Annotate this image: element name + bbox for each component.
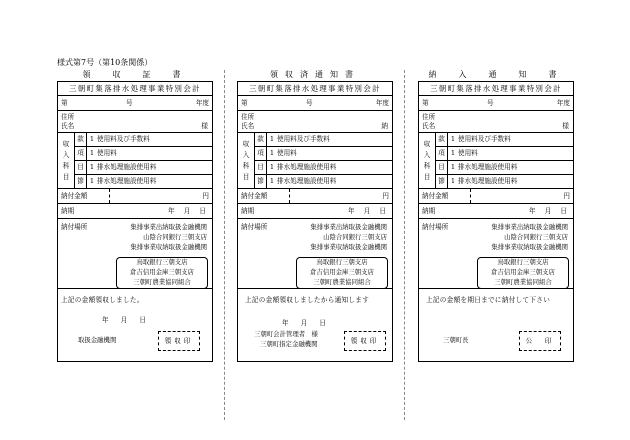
item-row: 項 1 使用料 bbox=[436, 147, 573, 161]
bank-line: 三朝町農業協同組合 bbox=[494, 278, 552, 286]
confirmation-row bbox=[419, 289, 573, 361]
place-line: 集排事業収納取扱金融機関 bbox=[310, 243, 387, 251]
place-line: 集排事業出納取扱金融機関 bbox=[130, 223, 207, 231]
revenue-items-label: 収 入 科 目 bbox=[238, 133, 255, 188]
item-row: 目 1 排水処理施設使用料 bbox=[436, 161, 573, 175]
bank-line: 倉吉信用金庫三朝支店 bbox=[310, 268, 374, 276]
amount-label: 納付金額 bbox=[61, 192, 88, 200]
no-label: 第 bbox=[422, 99, 429, 107]
bank-line: 倉吉信用金庫三朝支店 bbox=[130, 268, 194, 276]
receipt-form bbox=[57, 68, 213, 362]
payment-place-row bbox=[58, 219, 212, 289]
revenue-items bbox=[419, 133, 573, 189]
amount-label: 納付金額 bbox=[422, 192, 449, 200]
amount-row bbox=[58, 189, 212, 204]
payer-row bbox=[58, 111, 212, 133]
no-suffix: 号 bbox=[126, 99, 133, 107]
payment-place-row bbox=[419, 219, 573, 289]
honorific: 様 bbox=[562, 122, 569, 130]
place-line: 集排事業出納取扱金融機関 bbox=[310, 223, 387, 231]
place-line: 山陰合同銀行三朝支店 bbox=[504, 233, 568, 241]
due-label: 納期 bbox=[61, 207, 75, 215]
receipt-notice-form bbox=[237, 68, 393, 362]
payment-notice-form bbox=[418, 68, 574, 362]
form-box bbox=[237, 81, 393, 362]
number-row bbox=[58, 96, 212, 111]
bank-line: 鳥取銀行三朝支店 bbox=[316, 258, 368, 266]
place-line: 集排事業収納取扱金融機関 bbox=[491, 243, 568, 251]
due-row bbox=[419, 204, 573, 219]
due-date: 年 月 日 bbox=[348, 207, 386, 215]
stamp-box: 公 印 bbox=[519, 331, 561, 351]
honorific: 様 bbox=[201, 122, 208, 130]
collecting-banks-bracket bbox=[477, 257, 569, 289]
revenue-items bbox=[58, 133, 212, 189]
signer: 取扱金融機関 bbox=[78, 336, 117, 344]
confirmation-date: 年 月 日 bbox=[102, 316, 146, 324]
payer-row bbox=[238, 111, 392, 133]
due-row bbox=[58, 204, 212, 219]
bank-line: 鳥取銀行三朝支店 bbox=[136, 258, 188, 266]
amount-value: 円 bbox=[289, 189, 392, 203]
form-title: 領 収 証 書 bbox=[82, 70, 188, 79]
amount-value: 円 bbox=[109, 189, 212, 203]
revenue-items-grid bbox=[255, 133, 392, 188]
amount-row bbox=[419, 189, 573, 204]
form-box bbox=[57, 81, 213, 362]
item-row: 目 1 排水処理施設使用料 bbox=[75, 161, 212, 175]
account-header: 三朝町集落排水処理事業特別会計 bbox=[58, 82, 212, 96]
due-label: 納期 bbox=[422, 207, 436, 215]
due-label: 納期 bbox=[241, 207, 255, 215]
signer: 三朝町指定金融機関 bbox=[260, 340, 318, 348]
amount-value: 円 bbox=[470, 189, 573, 203]
payment-place-label: 納付場所 bbox=[241, 223, 268, 231]
name-label: 氏名 bbox=[61, 122, 75, 130]
account-header: 三朝町集落排水処理事業特別会計 bbox=[238, 82, 392, 96]
no-suffix: 号 bbox=[306, 99, 313, 107]
place-line: 山陰合同銀行三朝支店 bbox=[323, 233, 387, 241]
address-label: 住所 bbox=[61, 113, 75, 121]
revenue-items-grid bbox=[436, 133, 573, 188]
revenue-items-label: 収 入 科 目 bbox=[419, 133, 436, 188]
confirmation-row bbox=[58, 289, 212, 361]
bank-line: 倉吉信用金庫三朝支店 bbox=[491, 268, 555, 276]
collecting-banks-bracket bbox=[296, 257, 388, 289]
item-row: 目 1 排水処理施設使用料 bbox=[255, 161, 392, 175]
confirmation-message: 上記の金額を期日までに納付して下さい bbox=[426, 296, 551, 304]
name-label: 氏名 bbox=[422, 122, 436, 130]
signer: 三朝町長 bbox=[443, 336, 469, 344]
payment-place-label: 納付場所 bbox=[61, 223, 88, 231]
revenue-items bbox=[238, 133, 392, 189]
no-label: 第 bbox=[241, 99, 248, 107]
place-line: 集排事業出納取扱金融機関 bbox=[491, 223, 568, 231]
confirmation-row bbox=[238, 289, 392, 361]
payment-place-row bbox=[238, 219, 392, 289]
no-suffix: 号 bbox=[487, 99, 494, 107]
cut-line bbox=[404, 70, 405, 420]
address-label: 住所 bbox=[422, 113, 436, 121]
bank-line: 三朝町農業協同組合 bbox=[133, 278, 191, 286]
due-date: 年 月 日 bbox=[529, 207, 567, 215]
item-row: 款 1 使用料及び手数料 bbox=[255, 133, 392, 147]
collecting-banks-bracket bbox=[116, 257, 208, 289]
confirmation-message: 上記の金額領収しました。 bbox=[61, 296, 144, 304]
number-row bbox=[419, 96, 573, 111]
form-title: 領収済通知書 bbox=[270, 70, 360, 79]
signer: 三朝町会計管理者 様 bbox=[254, 330, 318, 338]
payment-place-label: 納付場所 bbox=[422, 223, 449, 231]
item-row: 款 1 使用料及び手数料 bbox=[436, 133, 573, 147]
revenue-items-label: 収 入 科 目 bbox=[58, 133, 75, 188]
account-header: 三朝町集落排水処理事業特別会計 bbox=[419, 82, 573, 96]
item-row: 項 1 使用料 bbox=[75, 147, 212, 161]
stamp-box: 領収印 bbox=[344, 331, 386, 351]
item-row: 項 1 使用料 bbox=[255, 147, 392, 161]
revenue-items-grid bbox=[75, 133, 212, 188]
item-row: 款 1 使用料及び手数料 bbox=[75, 133, 212, 147]
item-row: 節 1 排水処理施設使用料 bbox=[255, 175, 392, 189]
stamp-box: 領収印 bbox=[158, 331, 200, 351]
place-line: 山陰合同銀行三朝支店 bbox=[143, 233, 207, 241]
due-date: 年 月 日 bbox=[168, 207, 206, 215]
item-row: 節 1 排水処理施設使用料 bbox=[75, 175, 212, 189]
amount-row bbox=[238, 189, 392, 204]
form-caption: 様式第7号（第10条関係） bbox=[57, 58, 153, 67]
name-label: 氏名 bbox=[241, 122, 255, 130]
bank-line: 鳥取銀行三朝支店 bbox=[497, 258, 549, 266]
honorific: 納 bbox=[381, 122, 388, 130]
amount-label: 納付金額 bbox=[241, 192, 268, 200]
payer-row bbox=[419, 111, 573, 133]
bank-line: 三朝町農業協同組合 bbox=[313, 278, 371, 286]
number-row bbox=[238, 96, 392, 111]
form-title: 納 入 通 知 書 bbox=[428, 70, 564, 79]
confirmation-message: 上記の金額領収しましたから通知します bbox=[245, 296, 370, 304]
fiscal-year-label: 年度 bbox=[195, 99, 209, 107]
fiscal-year-label: 年度 bbox=[556, 99, 570, 107]
place-line: 集排事業収納取扱金融機関 bbox=[130, 243, 207, 251]
due-row bbox=[238, 204, 392, 219]
confirmation-date: 年 月 日 bbox=[282, 319, 326, 327]
form-box bbox=[418, 81, 574, 362]
fiscal-year-label: 年度 bbox=[375, 99, 389, 107]
no-label: 第 bbox=[61, 99, 68, 107]
item-row: 節 1 排水処理施設使用料 bbox=[436, 175, 573, 189]
cut-line bbox=[224, 70, 225, 420]
address-label: 住所 bbox=[241, 113, 255, 121]
